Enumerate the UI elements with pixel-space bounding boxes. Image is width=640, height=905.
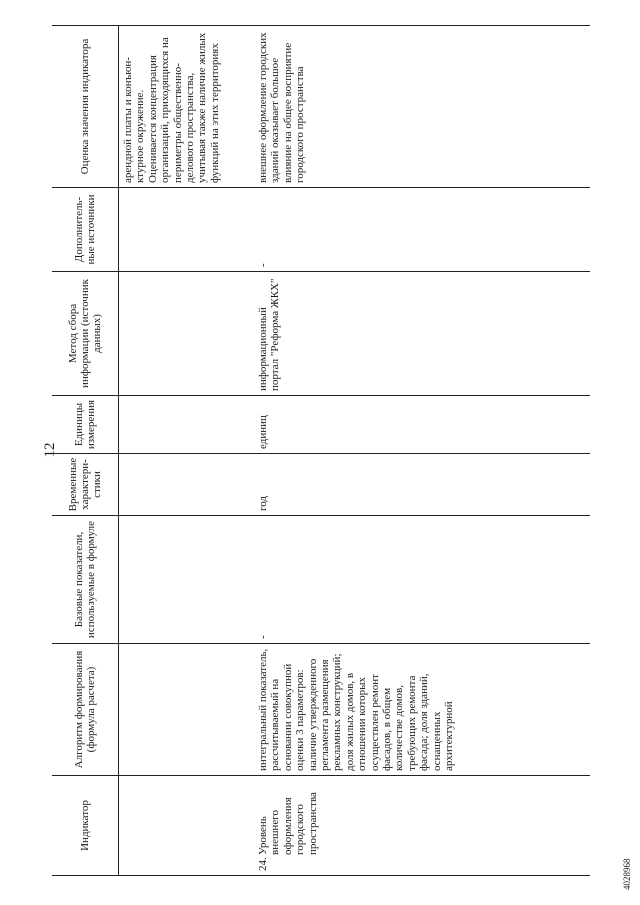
- table-row: [119, 26, 246, 876]
- table-header-row: [52, 26, 119, 876]
- row-number: 24.: [257, 857, 269, 871]
- cell-algorithm: [119, 644, 246, 776]
- table-row: [245, 26, 590, 876]
- cell-extra: -: [245, 188, 590, 272]
- header-method: Метод сбора информации (источник данных): [52, 272, 119, 396]
- page-number: 12: [42, 442, 58, 458]
- header-evaluation: Оценка значения индикатора: [52, 26, 119, 188]
- cell-evaluation: арендной платы и конъюн-ктурное окружение. Оценивается концентрация организаций, приходящихся на периметры общественно-делового пространства, учитывая также наличие жилых функций на этих территориях: [119, 26, 246, 188]
- cell-time: [119, 454, 246, 516]
- cell-method: информационный портал "Реформа ЖКХ": [245, 272, 590, 396]
- header-indicator: Индикатор: [52, 776, 119, 876]
- header-extra-sources: Дополнитель-ные источники: [52, 188, 119, 272]
- indicator-name: Уровень внешнего оформления городского пространства: [257, 792, 319, 855]
- cell-method: [119, 272, 246, 396]
- header-time: Временные характери-стики: [52, 454, 119, 516]
- cell-indicator: [245, 776, 590, 876]
- rotated-page: [30, 10, 630, 890]
- cell-base: [119, 516, 246, 644]
- header-algorithm: Алгоритм формирования (формула расчета): [52, 644, 119, 776]
- header-base-indicators: Базовые показатели, используемые в формуле: [52, 516, 119, 644]
- cell-units: единиц: [245, 396, 590, 454]
- cell-time: год: [245, 454, 590, 516]
- document-id: 4028968: [622, 858, 632, 890]
- cell-extra: [119, 188, 246, 272]
- cell-indicator: [119, 776, 246, 876]
- cell-base: -: [245, 516, 590, 644]
- header-units: Единицы измерения: [52, 396, 119, 454]
- cell-algorithm: интегральный показатель, рассчитываемый на основании совокупной оценки 3 параметров: наличие утвержденного регламента размещения рекламных конструкций; доля жилых домов, в отношении которых осуществлен ремонт фасадов, в общем количестве домов, требующих ремонта фасада; доля зданий, оснащенных архитектурной: [245, 644, 590, 776]
- cell-units: [119, 396, 246, 454]
- cell-evaluation: внешнее оформление городских зданий оказывает большое влияние на общее восприятие городского пространства: [245, 26, 590, 188]
- indicator-table: [52, 25, 590, 876]
